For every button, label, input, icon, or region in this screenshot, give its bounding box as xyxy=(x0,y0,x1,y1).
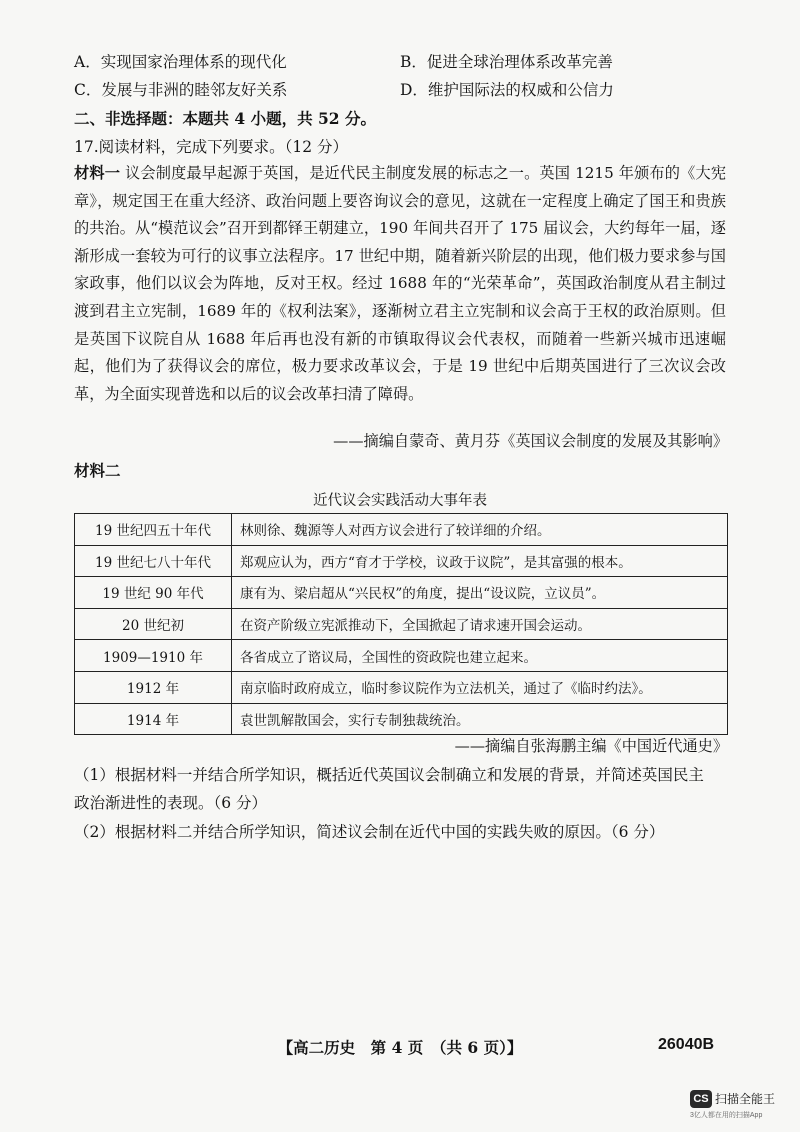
events-table xyxy=(74,513,728,735)
sub-question-2: （2）根据材料二并结合所学知识，简述议会制在近代中国的实践失败的原因。（6 分） xyxy=(74,823,665,841)
row-event: 各省成立了谘议局，全国性的资政院也建立起来。 xyxy=(232,640,728,672)
material-2-source: ——摘编自张海鹏主编《中国近代通史》 xyxy=(454,737,728,755)
table-row xyxy=(75,545,728,577)
material-1 xyxy=(74,160,726,408)
choice-c: C．发展与非洲的睦邻友好关系 xyxy=(74,81,288,99)
row-period: 1909—1910 年 xyxy=(75,640,232,672)
row-event: 康有为、梁启超从“兴民权”的角度，提出“设议院，立议员”。 xyxy=(232,577,728,609)
page-footer: 【高二历史 第 4 页 （共 6 页）】 xyxy=(277,1038,523,1057)
row-event: 郑观应认为，西方“育才于学校，议政于议院”，是其富强的根本。 xyxy=(232,545,728,577)
row-event: 林则徐、魏源等人对西方议会进行了较详细的介绍。 xyxy=(232,514,728,546)
row-period: 1914 年 xyxy=(75,703,232,735)
section-heading: 二、非选择题：本题共 4 小题，共 52 分。 xyxy=(74,109,376,128)
table-row xyxy=(75,671,728,703)
row-period: 1912 年 xyxy=(75,671,232,703)
row-period: 19 世纪四五十年代 xyxy=(75,514,232,546)
row-period: 20 世纪初 xyxy=(75,608,232,640)
choice-d: D．维护国际法的权威和公信力 xyxy=(400,81,614,99)
row-period: 19 世纪 90 年代 xyxy=(75,577,232,609)
question-17: 17.阅读材料，完成下列要求。（12 分） xyxy=(74,138,349,156)
scanner-logo-icon: CS xyxy=(690,1090,712,1108)
row-event: 袁世凯解散国会，实行专制独裁统治。 xyxy=(232,703,728,735)
row-period: 19 世纪七八十年代 xyxy=(75,545,232,577)
material-1-source: ——摘编自蒙奇、黄月芬《英国议会制度的发展及其影响》 xyxy=(333,432,728,450)
table-row xyxy=(75,703,728,735)
choice-a: A．实现国家治理体系的现代化 xyxy=(74,53,287,71)
table-title: 近代议会实践活动大事年表 xyxy=(313,493,487,509)
material-2-label: 材料二 xyxy=(74,461,121,480)
exam-code: 26040B xyxy=(658,1036,715,1053)
scanner-watermark xyxy=(690,1088,775,1108)
table-row xyxy=(75,640,728,672)
sub-question-1-line1: （1）根据材料一并结合所学知识，概括近代英国议会制确立和发展的背景，并简述英国民主 xyxy=(74,766,704,784)
material-1-text: 议会制度最早起源于英国，是近代民主制度发展的标志之一。英国 1215 年颁布的《大宪章》，规定国王在重大经济、政治问题上要咨询议会的意见，这就在一定程度上确定了国王和贵族的共治。从“模范议会”召开到都铎王朝建立，190 年间共召开了 175 届议会，大约每年一届，逐渐形成一套较为可行的议事立法程序。17 世纪中期，随着新兴阶层的出现，他们极力要求参与国家政事，他们以议会为阵地，反对王权。经过 1688 年的“光荣革命”，英国政治制度从君主制过渡到君主立宪制，1689 年的《权利法案》，逐渐树立君主立宪制和议会高于王权的政治原则。但是英国下议院自从 1688 年后再也没有新的市镇取得议会代表权，而随着一些新兴城市迅速崛起，他们为了获得议会的席位，极力要求改革议会，于是 19 世纪中后期英国进行了三次议会改革，为全面实现普选和以后的议会改革扫清了障碍。 xyxy=(74,164,727,403)
table-row xyxy=(75,514,728,546)
row-event: 南京临时政府成立，临时参议院作为立法机关，通过了《临时约法》。 xyxy=(232,671,728,703)
row-event: 在资产阶级立宪派推动下，全国掀起了请求速开国会运动。 xyxy=(232,608,728,640)
sub-question-1-line2: 政治渐进性的表现。（6 分） xyxy=(74,794,268,812)
table-row xyxy=(75,608,728,640)
scanner-app-name: 扫描全能王 xyxy=(715,1092,776,1106)
choice-b: B．促进全球治理体系改革完善 xyxy=(400,53,613,71)
material-1-label: 材料一 xyxy=(74,164,121,182)
table-row xyxy=(75,577,728,609)
scanner-tagline: 3亿人都在用的扫描App xyxy=(690,1112,763,1119)
